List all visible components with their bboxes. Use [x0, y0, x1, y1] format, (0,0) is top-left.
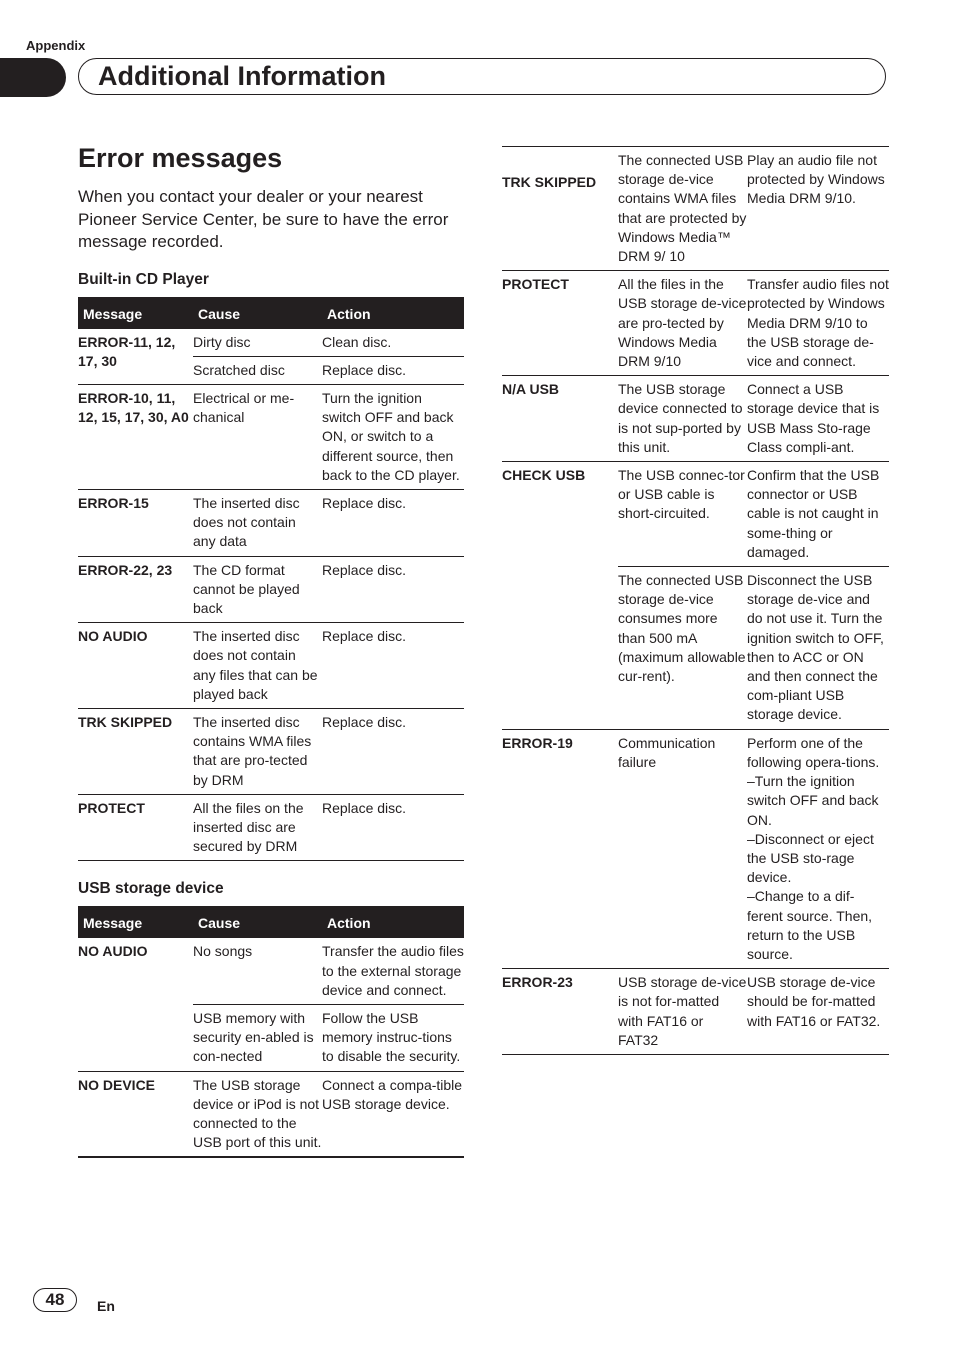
appendix-label: Appendix [26, 38, 86, 53]
message-cell: NO DEVICE [78, 1071, 193, 1157]
cause-cell: Dirty disc [193, 329, 322, 357]
cause-cell: The inserted disc contains WMA files that are pro-tected by DRM [193, 708, 322, 794]
message-cell: ERROR-10, 11, 12, 15, 17, 30, A0 [78, 384, 193, 489]
page-title: Error messages [78, 143, 283, 173]
intro-text: When you contact your dealer or your nearest Pioneer Service Center, be sure to have the error message recorded. [78, 187, 449, 251]
cause-cell: Scratched disc [193, 356, 322, 384]
cd-error-table [78, 297, 464, 862]
action-cell: USB storage de-vice should be for-matted with FAT16 or FAT32. [747, 969, 889, 1055]
action-cell: Confirm that the USB connector or USB cable is not caught in some-thing or damaged. [747, 462, 889, 567]
table-row [78, 938, 464, 1004]
table-row [502, 729, 889, 968]
cause-cell: The USB connec-tor or USB cable is short-circuited. [618, 462, 747, 567]
action-cell: Transfer audio files not protected by Windows Media DRM 9/10 to the USB storage de-vice and connect. [747, 271, 889, 376]
message-cell: ERROR-23 [502, 969, 618, 1055]
action-cell: Replace disc. [322, 708, 464, 794]
cause-cell: All the files on the inserted disc are secured by DRM [193, 794, 322, 861]
message-cell: PROTECT [78, 794, 193, 861]
page-number: 48 [33, 1288, 77, 1312]
message-cell: TRK SKIPPED [78, 708, 193, 794]
action-cell: Replace disc. [322, 794, 464, 861]
message-cell: ERROR-15 [78, 489, 193, 556]
language-label: En [97, 1298, 115, 1314]
right-column [502, 146, 889, 1055]
table-header-row [78, 906, 464, 938]
table-row [502, 271, 889, 376]
usb-error-table-continued [502, 146, 889, 1055]
action-cell: Transfer the audio files to the external storage device and connect. [322, 938, 464, 1004]
cause-cell: No songs [193, 938, 322, 1004]
cause-cell: USB storage de-vice is not for-matted with FAT16 or FAT32 [618, 969, 747, 1055]
action-cell: Play an audio file not protected by Windows Media DRM 9/10. [747, 147, 889, 271]
message-cell: N/A USB [502, 376, 618, 462]
cause-cell: The CD format cannot be played back [193, 556, 322, 623]
table-row [78, 556, 464, 623]
action-cell: Perform one of the following opera-tions. –Turn the ignition switch OFF and back ON. –Disconnect or eject the USB sto-rage device. –Change to a dif-ferent source. Then, return to the USB source. [747, 729, 889, 968]
header-cause: Cause [193, 297, 322, 329]
table-row [78, 1071, 464, 1157]
table-header-row [78, 297, 464, 329]
action-cell: Clean disc. [322, 329, 464, 357]
action-cell: Follow the USB memory instruc-tions to disable the security. [322, 1004, 464, 1071]
left-column [78, 140, 464, 1158]
cause-cell: The connected USB storage de-vice contains WMA files that are protected by Windows Media™ DRM 9/ 10 [618, 147, 747, 271]
table-row [78, 794, 464, 861]
header-message: Message [78, 297, 193, 329]
message-cell: ERROR-22, 23 [78, 556, 193, 623]
section-tab-marker [0, 58, 66, 97]
table-row [502, 462, 889, 567]
message-cell: TRK SKIPPED [502, 147, 618, 271]
table-row [78, 384, 464, 489]
usb-section-title: USB storage device [78, 880, 224, 898]
action-cell: Turn the ignition switch OFF and back ON, or switch to a different source, then back to the CD player. [322, 384, 464, 489]
cause-cell: USB memory with security en-abled is con-nected [193, 1004, 322, 1071]
cause-cell: The USB storage device connected to is not sup-ported by this unit. [618, 376, 747, 462]
cause-cell: The USB storage device or iPod is not connected to the USB port of this unit. [193, 1071, 322, 1157]
table-row [78, 623, 464, 709]
header-message: Message [78, 906, 193, 938]
action-cell: Connect a compa-tible USB storage device. [322, 1071, 464, 1157]
header-cause: Cause [193, 906, 322, 938]
table-row [78, 708, 464, 794]
message-cell: NO AUDIO [78, 938, 193, 1071]
usb-error-table [78, 906, 464, 1158]
cause-cell: Communication failure [618, 729, 747, 968]
action-cell: Replace disc. [322, 556, 464, 623]
action-cell: Replace disc. [322, 489, 464, 556]
message-cell: NO AUDIO [78, 623, 193, 709]
message-cell: ERROR-11, 12, 17, 30 [78, 329, 193, 385]
section-header-title: Additional Information [98, 61, 386, 91]
table-row [502, 147, 889, 271]
table-row [502, 969, 889, 1055]
action-cell: Replace disc. [322, 623, 464, 709]
cause-cell: Electrical or me-chanical [193, 384, 322, 489]
table-row [78, 489, 464, 556]
action-cell: Replace disc. [322, 356, 464, 384]
action-cell: Connect a USB storage device that is USB Mass Sto-rage Class compli-ant. [747, 376, 889, 462]
header-action: Action [322, 297, 464, 329]
cause-cell: The inserted disc does not contain any data [193, 489, 322, 556]
action-cell: Disconnect the USB storage de-vice and do not use it. Turn the ignition switch to OFF, then to ACC or ON and then connect the com-pliant USB storage device. [747, 567, 889, 730]
cause-cell: The inserted disc does not contain any files that can be played back [193, 623, 322, 709]
message-cell: ERROR-19 [502, 729, 618, 968]
message-cell: CHECK USB [502, 462, 618, 730]
table-row [502, 376, 889, 462]
message-cell: PROTECT [502, 271, 618, 376]
table-row [78, 329, 464, 357]
header-action: Action [322, 906, 464, 938]
cd-section-title: Built-in CD Player [78, 270, 209, 288]
cause-cell: The connected USB storage de-vice consumes more than 500 mA (maximum allowable cur-rent). [618, 567, 747, 730]
cause-cell: All the files in the USB storage de-vice are pro-tected by Windows Media DRM 9/10 [618, 271, 747, 376]
